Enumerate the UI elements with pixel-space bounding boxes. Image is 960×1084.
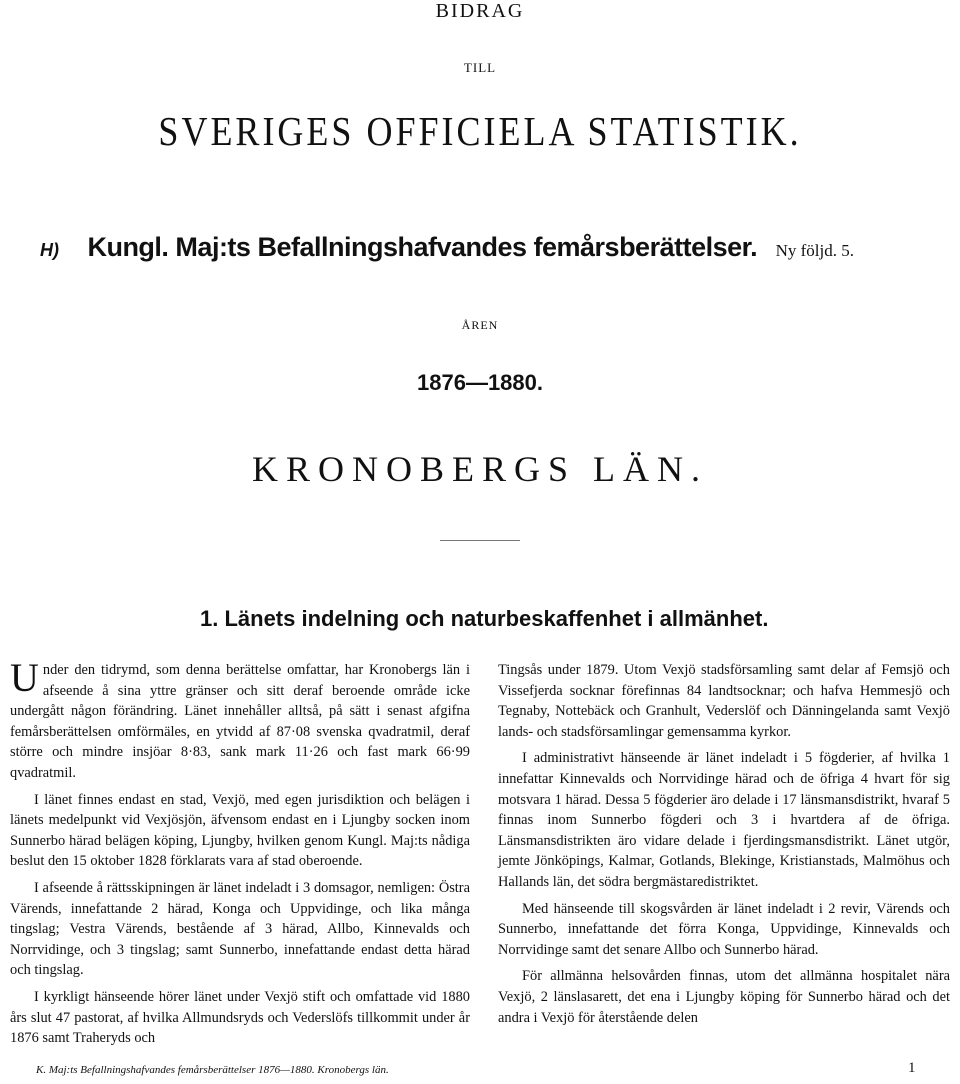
paragraph: I administrativt hänseende är länet indeladt i 5 fögderier, af hvilka 1 innefattar Kinnevalds och Norrvidinge härad och de öfriga 4 hvart för sig motsvara 1 härad. Dessa 5 fögderier äro delade i 17 länsmansdistrikt, hvaraf 5 finnas inom Sunnerbo fögderi och 3 i hvartdera af de öfriga. Länsmansdistrikten äro vidare delade i fjerdingsmansdistrikt. Länet utgör, jemte Jönköpings, Kalmar, Gotlands, Blekinge, Kristianstads, Malmöhus och Hallands län, det södra bergmästaredistriktet. [498, 750, 950, 890]
period-years: 1876—1880. [417, 370, 543, 395]
paragraph [10, 655, 470, 784]
series-title: SVERIGES OFFICIELA STATISTIK. [158, 108, 802, 154]
paragraph: I länet finnes endast en stad, Vexjö, med egen jurisdiktion och belägen i länets medelpunkt vid Vexjösjön, äfvensom endast en i Ljungby socken inom Sunnerbo härad belägen köping, Ljungby, hvilken genom Kungl. Maj:ts nådiga beslut den 15 oktober 1828 förklarats vara af stad oberoende. [10, 791, 470, 870]
left-column [10, 655, 470, 1049]
paragraph-text: nder den tidrymd, som denna berättelse omfattar, har Kronobergs län i afseende å sina yttre gränser och sitt deraf beroende område icke undergått någon förändring. Länet innehåller alltså, på sätt i senast afgifna femårsberättelsen omförmäles, en ytvidd af 87·08 svenska qvadratmil, deraf större och mindre insjöar 8·83, sank mark 11·26 och fast mark 66·99 qvadratmil. [10, 662, 470, 781]
right-column [498, 660, 950, 1028]
series-mark: H) [40, 240, 59, 260]
period-label: ÅREN [461, 318, 499, 332]
series-name: Kungl. Maj:ts Befallningshafvandes femårsberättelser. [87, 232, 758, 262]
paragraph: Med hänseende till skogsvården är länet indeladt i 2 revir, Värends och Sunnerbo, innefattande det förra Konga, Uppvidinge, Kinnevalds och Norrvidinge samt det senare Allbo och Sunnerbo härad. [498, 900, 950, 958]
drop-cap: U [10, 655, 39, 700]
section-heading: 1. Länets indelning och naturbeskaffenhet i allmänhet. [200, 606, 769, 631]
paragraph: För allmänna helsovården finnas, utom det allmänna hospitalet nära Vexjö, 2 länslasarett, det ena i Ljungby köping för Sunnerbo härad och det andra i Vexjö för återstående delen [498, 968, 950, 1026]
county-title: KRONOBERGS LÄN. [251, 449, 709, 489]
paragraph: I afseende å rättsskipningen är länet indeladt i 3 domsagor, nemligen: Östra Värends, innefattande 2 härad, Konga och Uppvidinge, och lika många tingslag; Vestra Värends, bestående af 3 härad, Allbo, Kinnevalds och Norrvidinge, och 3 tingslag; samt Sunnerbo, innefattande endast detta härad och tingslag. [10, 879, 470, 979]
series-line [40, 232, 940, 263]
divider [440, 540, 520, 541]
paragraph: Tingsås under 1879. Utom Vexjö stadsförsamling samt delar af Femsjö och Vissefjerda socknar förefinnas 84 landtsocknar; och hafva Hemmesjö och Tegnaby, Nottebäck och Granhult, Vederslöf och Dänningelanda samt Vexjö lands- och stadsförsamlingar gemensamma kyrkor. [498, 662, 950, 740]
header-till: TILL [463, 60, 497, 75]
series-number: Ny följd. 5. [775, 241, 854, 260]
page-number: 1 [908, 1060, 916, 1076]
paragraph: I kyrkligt hänseende hörer länet under Vexjö stift och omfattade vid 1880 års slut 47 pastorat, af hvilka Allmundsryds och Vederslöfs tillkommit under år 1876 samt Traheryds och [10, 988, 470, 1047]
header-bidrag: BIDRAG [435, 0, 525, 22]
footer-text: K. Maj:ts Befallningshafvandes femårsberättelser 1876—1880. Kronobergs län. [36, 1064, 389, 1076]
